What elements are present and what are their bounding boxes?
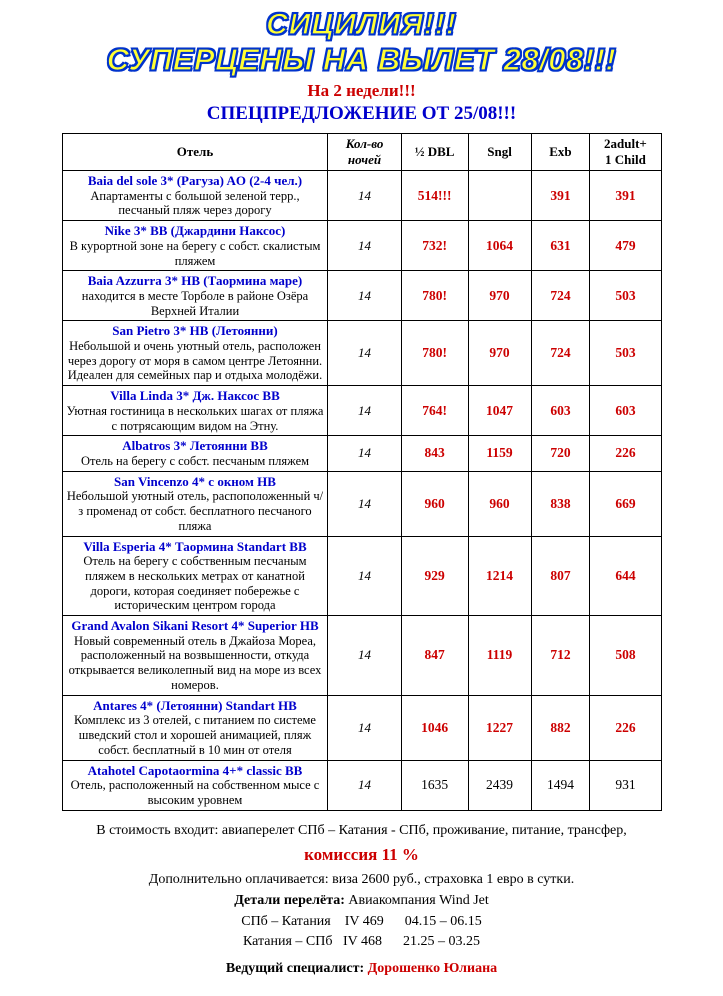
price-sngl-cell: 1214 bbox=[468, 536, 531, 616]
hotel-description: Отель на берегу с собст. песчаным пляжем bbox=[80, 453, 310, 468]
hotel-description: В курортной зоне на берегу с собст. скалистым пляжем bbox=[69, 238, 321, 268]
price-exb-cell: 1494 bbox=[531, 760, 590, 810]
price-sngl-cell: 1064 bbox=[468, 221, 531, 271]
hotel-cell bbox=[62, 616, 328, 696]
hotel-description: находится в месте Торболе в районе Озёра Верхней Италии bbox=[81, 288, 309, 318]
footer bbox=[32, 821, 692, 979]
hotel-name: Villa Esperia 4* Таормина Standart BB bbox=[83, 538, 307, 554]
price-sngl-cell: 1227 bbox=[468, 695, 531, 760]
price-child-cell: 391 bbox=[590, 171, 661, 221]
hotel-name: Antares 4* (Летоянни) Standart HB bbox=[93, 697, 297, 713]
column-header-child-line2: 1 Child bbox=[605, 152, 646, 168]
nights-cell: 14 bbox=[328, 221, 401, 271]
offers-table bbox=[62, 133, 662, 811]
price-child-cell: 226 bbox=[590, 695, 661, 760]
hotel-name: Albatros 3* Летоянни BB bbox=[122, 438, 268, 454]
hotel-name: Baia del sole 3* (Рагуза) AO (2-4 чел.) bbox=[87, 173, 303, 189]
hotel-description: Уютная гостиница в нескольких шагах от пляжа с потрясающим видом на Этну. bbox=[66, 403, 324, 433]
nights-cell: 14 bbox=[328, 386, 401, 436]
price-dbl-cell: 960 bbox=[401, 471, 468, 536]
price-child-cell: 226 bbox=[590, 436, 661, 471]
price-exb-cell: 391 bbox=[531, 171, 590, 221]
price-exb-cell: 724 bbox=[531, 321, 590, 386]
table-header bbox=[62, 134, 661, 171]
price-sngl-cell: 1159 bbox=[468, 436, 531, 471]
column-header-dbl: ½ DBL bbox=[401, 134, 468, 171]
price-exb-cell: 807 bbox=[531, 536, 590, 616]
page-title-secondary: СУПЕРЦЕНЫ НА ВЫЛЕТ 28/08!!! bbox=[106, 42, 617, 77]
price-exb-cell: 838 bbox=[531, 471, 590, 536]
hotel-name: Villa Linda 3* Дж. Наксос BB bbox=[110, 388, 280, 404]
price-exb-cell: 712 bbox=[531, 616, 590, 696]
column-header-child bbox=[590, 134, 661, 171]
specialist-line bbox=[32, 959, 692, 979]
specialist-name: Дорошенко Юлиана bbox=[364, 960, 498, 976]
hotel-description: Небольшой уютный отель, распоположенный ч/з променад от собст. бесплатного песчаного пляжа bbox=[66, 489, 324, 533]
flight-company: Авиакомпания Wind Jet bbox=[344, 892, 489, 908]
subtitle-duration: На 2 недели!!! bbox=[307, 81, 416, 101]
table-row bbox=[62, 760, 661, 810]
table-body bbox=[62, 171, 661, 811]
column-header-nights-line1: Кол-во bbox=[345, 136, 384, 152]
flight-details-line bbox=[32, 891, 692, 911]
price-dbl-cell: 780! bbox=[401, 321, 468, 386]
flyer-page bbox=[0, 8, 723, 996]
price-dbl-cell: 847 bbox=[401, 616, 468, 696]
hotel-cell bbox=[62, 221, 328, 271]
nights-cell: 14 bbox=[328, 321, 401, 386]
page-title-primary: СИЦИЛИЯ!!! bbox=[266, 8, 457, 41]
hotel-description: Отель, расположенный на собственном мысе с высоким уровнем bbox=[70, 778, 320, 807]
column-header-exb: Exb bbox=[531, 134, 590, 171]
price-exb-cell: 603 bbox=[531, 386, 590, 436]
nights-cell: 14 bbox=[328, 536, 401, 616]
hotel-name: Nike 3* BB (Джардини Наксос) bbox=[104, 223, 286, 239]
hotel-cell bbox=[62, 471, 328, 536]
nights-cell: 14 bbox=[328, 471, 401, 536]
subtitle-offer-date: СПЕЦПРЕДЛОЖЕНИЕ ОТ 25/08!!! bbox=[206, 103, 517, 125]
flight-row-return: Катания – СПб IV 468 21.25 – 03.25 bbox=[242, 934, 481, 950]
included-text: В стоимость входит: авиаперелет СПб – Катания - СПб, проживание, питание, трансфер, bbox=[96, 822, 627, 838]
price-dbl-cell: 843 bbox=[401, 436, 468, 471]
price-sngl-cell: 970 bbox=[468, 321, 531, 386]
hotel-name: Baia Azzurra 3* HB (Таормина маре) bbox=[87, 273, 303, 289]
column-header-nights-line2: ночей bbox=[347, 152, 382, 168]
price-sngl-cell: 2439 bbox=[468, 760, 531, 810]
column-header-sngl: Sngl bbox=[468, 134, 531, 171]
price-dbl-cell: 1635 bbox=[401, 760, 468, 810]
price-exb-cell: 724 bbox=[531, 271, 590, 321]
hotel-description: Новый современный отель в Джайоза Мореа, расположенный на возвышенности, откуда открывается великолепный вид на море из всех номеров. bbox=[68, 633, 322, 692]
price-sngl-cell: 1119 bbox=[468, 616, 531, 696]
hotel-description: Отель на берегу с собственным песчаным пляжем в нескольких метрах от канатной дороги, которая соединяет побережье с историческим центром города bbox=[83, 554, 307, 613]
column-header-child-line1: 2adult+ bbox=[604, 136, 647, 152]
table-row bbox=[62, 321, 661, 386]
table-row bbox=[62, 271, 661, 321]
nights-cell: 14 bbox=[328, 695, 401, 760]
table-row bbox=[62, 536, 661, 616]
nights-cell: 14 bbox=[328, 760, 401, 810]
table-row bbox=[62, 386, 661, 436]
hotel-name: San Pietro 3* HB (Летоянни) bbox=[112, 323, 278, 339]
price-dbl-cell: 929 bbox=[401, 536, 468, 616]
hotel-cell bbox=[62, 436, 328, 471]
price-dbl-cell: 514!!! bbox=[401, 171, 468, 221]
table-row bbox=[62, 695, 661, 760]
hotel-cell bbox=[62, 536, 328, 616]
price-sngl-cell: 960 bbox=[468, 471, 531, 536]
price-dbl-cell: 764! bbox=[401, 386, 468, 436]
hotel-cell bbox=[62, 271, 328, 321]
price-exb-cell: 720 bbox=[531, 436, 590, 471]
price-child-cell: 503 bbox=[590, 321, 661, 386]
price-child-cell: 669 bbox=[590, 471, 661, 536]
flight-row-outbound: СПб – Катания IV 469 04.15 – 06.15 bbox=[241, 914, 482, 930]
price-dbl-cell: 780! bbox=[401, 271, 468, 321]
hotel-cell bbox=[62, 695, 328, 760]
price-dbl-cell: 1046 bbox=[401, 695, 468, 760]
commission-text: комиссия 11 % bbox=[304, 844, 419, 864]
hotel-name: San Vincenzo 4* с окном HB bbox=[114, 473, 276, 489]
flight-schedule bbox=[32, 912, 692, 953]
hotel-description: Апартаменты с большой зеленой терр., песчаный пляж через дорогу bbox=[90, 188, 300, 218]
hotel-name: Atahotel Capotaormina 4+* classic BB bbox=[87, 762, 303, 778]
price-child-cell: 503 bbox=[590, 271, 661, 321]
table-row bbox=[62, 616, 661, 696]
price-dbl-cell: 732! bbox=[401, 221, 468, 271]
price-child-cell: 479 bbox=[590, 221, 661, 271]
table-row bbox=[62, 436, 661, 471]
column-header-nights bbox=[328, 134, 401, 171]
price-sngl-cell bbox=[468, 171, 531, 221]
hotel-cell bbox=[62, 760, 328, 810]
price-exb-cell: 882 bbox=[531, 695, 590, 760]
price-child-cell: 931 bbox=[590, 760, 661, 810]
hotel-description: Комплекс из 3 отелей, с питанием по системе шведский стол и хорошей анимацией, пляж собст. бесплатный в 10 мин от отеля bbox=[73, 713, 316, 757]
nights-cell: 14 bbox=[328, 436, 401, 471]
table-row bbox=[62, 471, 661, 536]
hotel-description: Небольшой и очень уютный отель, расположен через дорогу от моря в самом центре Летоянни. Идеален для семейных пар и отдыха молодёжи. bbox=[67, 338, 323, 383]
price-sngl-cell: 1047 bbox=[468, 386, 531, 436]
price-exb-cell: 631 bbox=[531, 221, 590, 271]
hotel-name: Grand Avalon Sikani Resort 4* Superior HB bbox=[71, 618, 319, 634]
hotel-cell bbox=[62, 386, 328, 436]
specialist-label: Ведущий специалист: bbox=[225, 960, 365, 976]
column-header-hotel: Отель bbox=[62, 134, 328, 171]
price-sngl-cell: 970 bbox=[468, 271, 531, 321]
flight-details-label: Детали перелёта: bbox=[234, 892, 345, 908]
table-header-row bbox=[62, 134, 661, 171]
price-child-cell: 508 bbox=[590, 616, 661, 696]
nights-cell: 14 bbox=[328, 271, 401, 321]
extra-charges-text: Дополнительно оплачивается: виза 2600 руб., страховка 1 евро в сутки. bbox=[148, 871, 575, 887]
table-row bbox=[62, 221, 661, 271]
hotel-cell bbox=[62, 321, 328, 386]
hotel-cell bbox=[62, 171, 328, 221]
price-child-cell: 603 bbox=[590, 386, 661, 436]
nights-cell: 14 bbox=[328, 171, 401, 221]
nights-cell: 14 bbox=[328, 616, 401, 696]
price-child-cell: 644 bbox=[590, 536, 661, 616]
table-row bbox=[62, 171, 661, 221]
